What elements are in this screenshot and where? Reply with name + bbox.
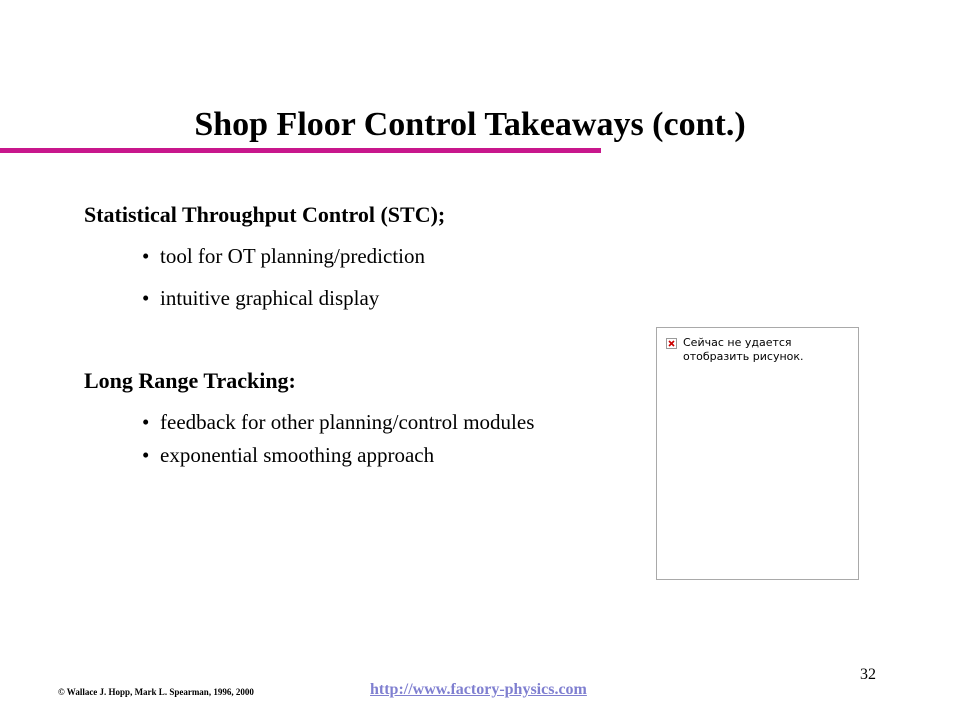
bullet-glyph: • <box>142 244 150 268</box>
broken-image-placeholder <box>656 327 859 580</box>
bullet-glyph: • <box>142 443 150 467</box>
broken-image-icon <box>666 338 677 349</box>
bullet-item <box>142 441 434 469</box>
page-number: 32 <box>860 666 876 683</box>
bullet-glyph: • <box>142 286 150 310</box>
section-heading-stc: Statistical Throughput Control (STC); <box>84 202 446 227</box>
copyright-notice: © Wallace J. Hopp, Mark L. Spearman, 1996, 2000 <box>58 687 254 697</box>
bullet-item <box>142 408 534 436</box>
section-heading-long-range-tracking: Long Range Tracking: <box>84 368 296 393</box>
bullet-glyph: • <box>142 410 150 434</box>
bullet-text: intuitive graphical display <box>160 286 380 310</box>
bullet-item <box>142 284 379 312</box>
bullet-text: exponential smoothing approach <box>160 443 435 467</box>
bullet-item <box>142 242 425 270</box>
bullet-text: feedback for other planning/control modules <box>160 410 535 434</box>
website-link[interactable]: http://www.factory-physics.com <box>370 681 587 698</box>
image-unavailable-message: Сейчас не удается отобразить рисунок. <box>683 336 804 363</box>
slide-title: Shop Floor Control Takeaways (cont.) <box>194 106 746 143</box>
bullet-text: tool for OT planning/prediction <box>160 244 425 268</box>
title-underline-rule <box>0 148 601 153</box>
